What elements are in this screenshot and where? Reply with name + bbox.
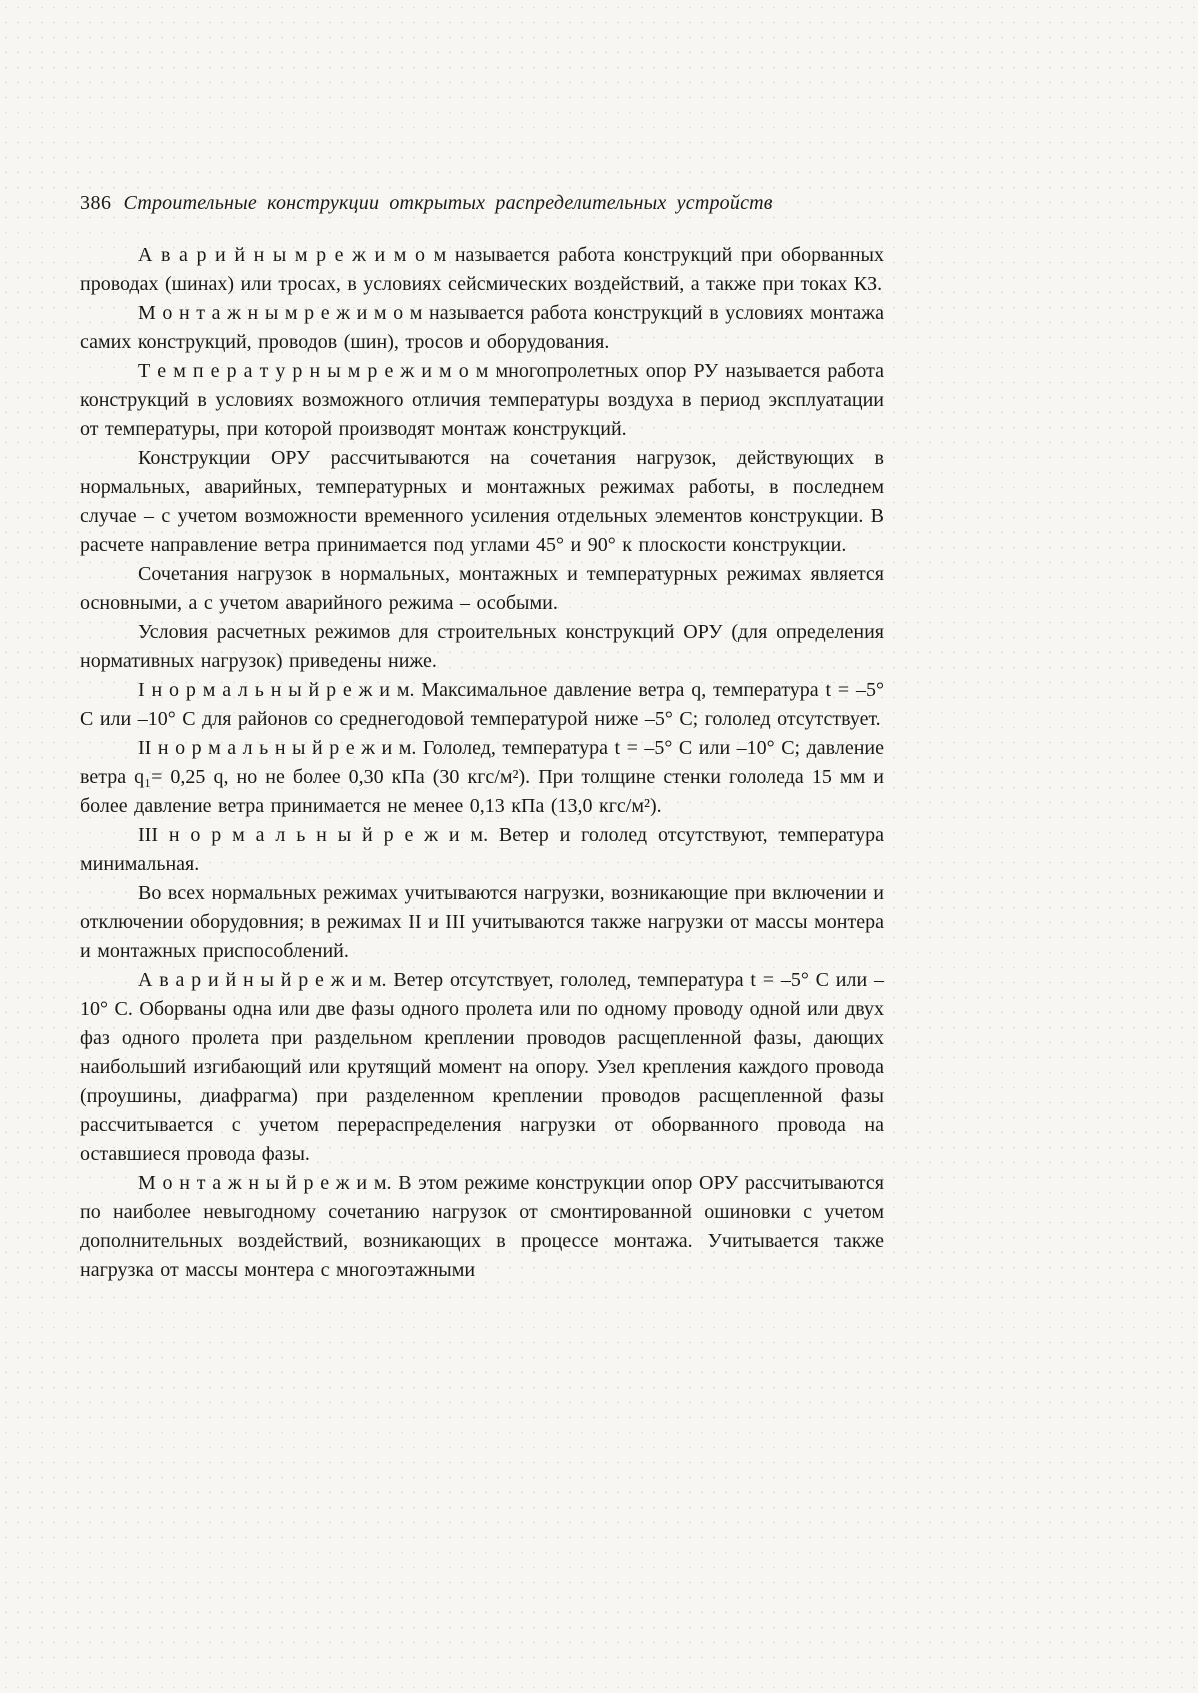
- paragraph-avariyny-rezhim: А в а р и й н ы й р е ж и м. Ветер отсутствует, гололед, температура t = –5° С или –10° С. Оборваны одна или две фазы одного пролета или по одному проводу одной или двух фаз одного пролета при раздельном креплении проводов расщепленной фазы, дающих наибольший изгибающий или крутящий момент на опору. Узел крепления каждого провода (проушины, диафрагма) при разделенном креплении проводов расщепленной фазы рассчитывается с учетом перераспределения нагрузки от оборванного провода на оставшиеся провода фазы.: [80, 969, 884, 1165]
- paragraph-montazhnym-rezhimom: М о н т а ж н ы м р е ж и м о м называется работа конструкций в условиях монтажа самих конструкций, проводов (шин), тросов и оборудования.: [80, 302, 884, 353]
- paragraph-sochetaniya-nagruzok: Сочетания нагрузок в нормальных, монтажных и температурных режимах является основными, а с учетом аварийного режима – особыми.: [80, 563, 884, 614]
- page-header: [80, 192, 884, 215]
- paragraph-rezhim-3-normalny: III н о р м а л ь н ы й р е ж и м. Ветер и гололед отсутствуют, температура минимальная.: [80, 824, 884, 875]
- body-text: [80, 241, 884, 1285]
- paragraph-usloviya-raschetnykh: Условия расчетных режимов для строительных конструкций ОРУ (для определения нормативных нагрузок) приведены ниже.: [80, 621, 884, 672]
- paragraph-avariynym-rezhimom: А в а р и й н ы м р е ж и м о м называется работа конструкций при оборванных проводах (шинах) или тросах, в условиях сейсмических воздействий, а также при токах КЗ.: [80, 244, 884, 295]
- paragraph-rezhim-1-normalny: I н о р м а л ь н ы й р е ж и м. Максимальное давление ветра q, температура t = –5° С или –10° С для районов со среднегодовой температурой ниже –5° С; гололед отсутствует.: [80, 679, 884, 730]
- paragraph-konstruktsii-oru: Конструкции ОРУ рассчитываются на сочетания нагрузок, действующих в нормальных, аварийных, температурных и монтажных режимах работы, в последнем случае – с учетом возможности временного усиления отдельных элементов конструкции. В расчете направление ветра принимается под углами 45° и 90° к плоскости конструкции.: [80, 447, 884, 556]
- running-title: Строительные конструкции открытых распределительных устройств: [123, 192, 773, 214]
- paragraph-vo-vsekh-normalnykh: Во всех нормальных режимах учитываются нагрузки, возникающие при включении и отключении оборудовния; в режимах II и III учитываются также нагрузки от массы монтера и монтажных приспособлений.: [80, 882, 884, 962]
- paragraph-rezhim-2-normalny: II н о р м а л ь н ы й р е ж и м. Гололед, температура t = –5° С или –10° С; давление ветра q₁= 0,25 q, но не более 0,30 кПа (30 кгс/м²). При толщине стенки гололеда 15 мм и более давление ветра принимается не менее 0,13 кПа (13,0 кгс/м²).: [80, 737, 884, 817]
- paragraph-montazhny-rezhim: М о н т а ж н ы й р е ж и м. В этом режиме конструкции опор ОРУ рассчитываются по наиболее невыгодному сочетанию нагрузок от смонтированной ошиновки с учетом дополнительных воздействий, возникающих в процессе монтажа. Учитывается также нагрузка от массы монтера с многоэтажными: [80, 1172, 884, 1281]
- page-number: 386: [80, 192, 112, 214]
- paragraph-temperaturnym-rezhimom: Т е м п е р а т у р н ы м р е ж и м о м многопролетных опор РУ называется работа конструкций в условиях возможного отличия температуры воздуха в период эксплуатации от температуры, при которой производят монтаж конструкций.: [80, 360, 884, 440]
